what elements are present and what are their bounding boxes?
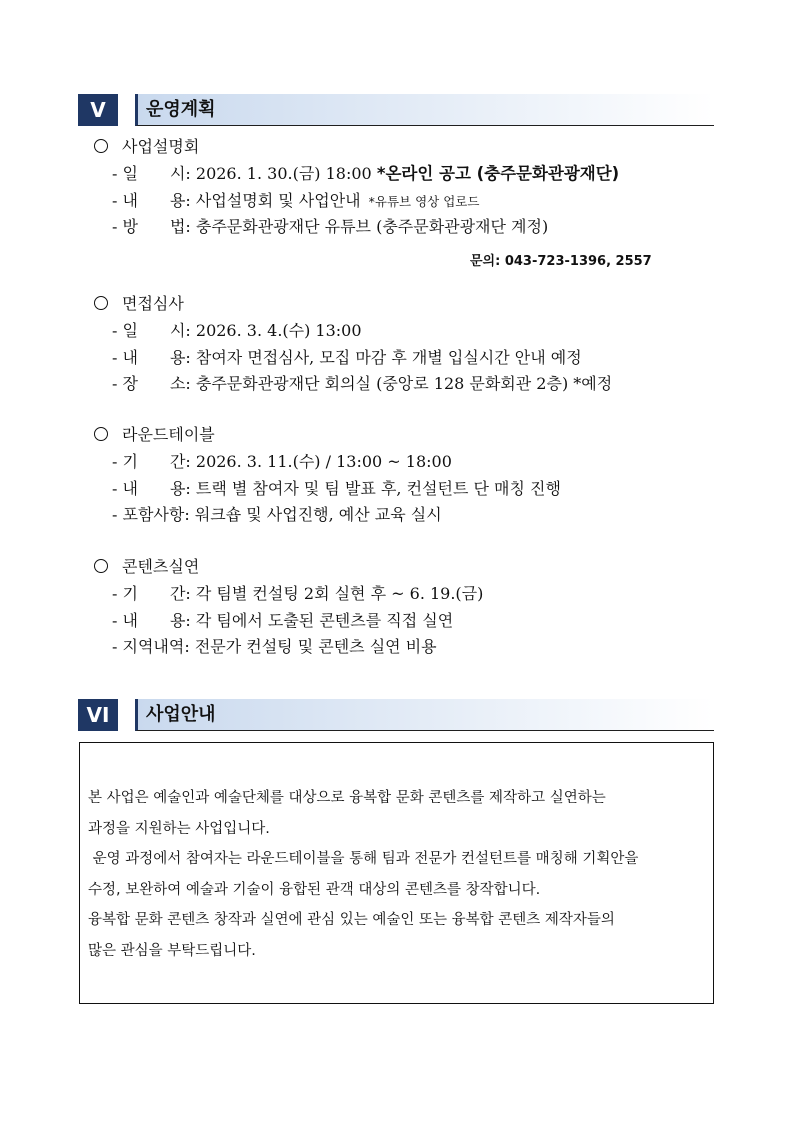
- info-row: - 포함사항: 워크숍 및 사업진행, 예산 교육 실시: [112, 505, 442, 524]
- circle-bullet-icon: [94, 139, 108, 153]
- online-notice: *온라인 공고 (충주문화관광재단): [376, 164, 620, 183]
- info-box-text: [88, 783, 710, 966]
- section-title: 운영계획: [146, 99, 216, 120]
- section-header-v: [78, 94, 714, 126]
- info-line: 운영 과정에서 참여자는 라운드테이블을 통해 팀과 전문가 컨설턴트를 매칭해 기획안을: [88, 851, 639, 867]
- info-line: 융복합 문화 콘텐츠 창작과 실연에 관심 있는 예술인 또는 융복합 콘텐츠 제작자들의: [88, 912, 615, 928]
- group-roundtable: [94, 421, 561, 529]
- info-row: - 내 용: 트랙 별 참여자 및 팀 발표 후, 컨설턴트 단 매칭 진행: [112, 478, 561, 498]
- group-performance: [94, 553, 483, 661]
- group-title: 사업설명회: [94, 133, 619, 161]
- info-row: - 내 용: 사업설명회 및 사업안내 *유튜브 영상 업로드: [112, 190, 480, 210]
- info-line: 본 사업은 예술인과 예술단체를 대상으로 융복합 문화 콘텐츠를 제작하고 실연하는: [88, 790, 606, 806]
- section-number: VI: [78, 699, 118, 731]
- group-title: 라운드테이블: [94, 421, 561, 449]
- section-title-bar: [135, 94, 714, 126]
- info-row: - 방 법: 충주문화관광재단 유튜브 (충주문화관광재단 계정): [112, 217, 549, 236]
- info-line: 수정, 보완하여 예술과 기술이 융합된 관객 대상의 콘텐츠를 창작합니다.: [88, 881, 541, 898]
- info-row: - 내 용: 참여자 면접심사, 모집 마감 후 개별 입실시간 안내 예정: [112, 347, 582, 367]
- section-number: V: [78, 94, 118, 126]
- info-row: - 장 소: 충주문화관광재단 회의실 (중앙로 128 문화회관 2층) *예정: [112, 374, 613, 393]
- info-row: - 일 시: 2026. 1. 30.(금) 18:00 *온라인 공고 (충주문화관광재단): [112, 164, 620, 183]
- group-briefing: [94, 133, 619, 241]
- contact-info: 문의: 043-723-1396, 2557: [470, 254, 652, 269]
- info-row: - 내 용: 각 팀에서 도출된 콘텐츠를 직접 실연: [112, 610, 454, 630]
- youtube-note: *유튜브 영상 업로드: [368, 193, 480, 209]
- info-box: [79, 742, 714, 1004]
- circle-bullet-icon: [94, 296, 108, 310]
- info-line: 많은 관심을 부탁드립니다.: [88, 942, 256, 959]
- group-title: 콘텐츠실연: [94, 553, 483, 581]
- info-row: - 기 간: 각 팀별 컨설팅 2회 실현 후 ~ 6. 19.(금): [112, 584, 484, 603]
- info-row: - 기 간: 2026. 3. 11.(수) / 13:00 ~ 18:00: [112, 452, 452, 471]
- section-header-vi: [78, 699, 714, 731]
- group-interview: [94, 290, 612, 398]
- info-line: 과정을 지원하는 사업입니다.: [88, 820, 270, 837]
- info-row: - 지역내역: 전문가 컨설팅 및 콘텐츠 실연 비용: [112, 637, 437, 656]
- circle-bullet-icon: [94, 559, 108, 573]
- section-title: 사업안내: [146, 704, 216, 725]
- circle-bullet-icon: [94, 427, 108, 441]
- section-title-bar: [135, 699, 714, 731]
- info-row: - 일 시: 2026. 3. 4.(수) 13:00: [112, 321, 362, 340]
- group-title: 면접심사: [94, 290, 612, 318]
